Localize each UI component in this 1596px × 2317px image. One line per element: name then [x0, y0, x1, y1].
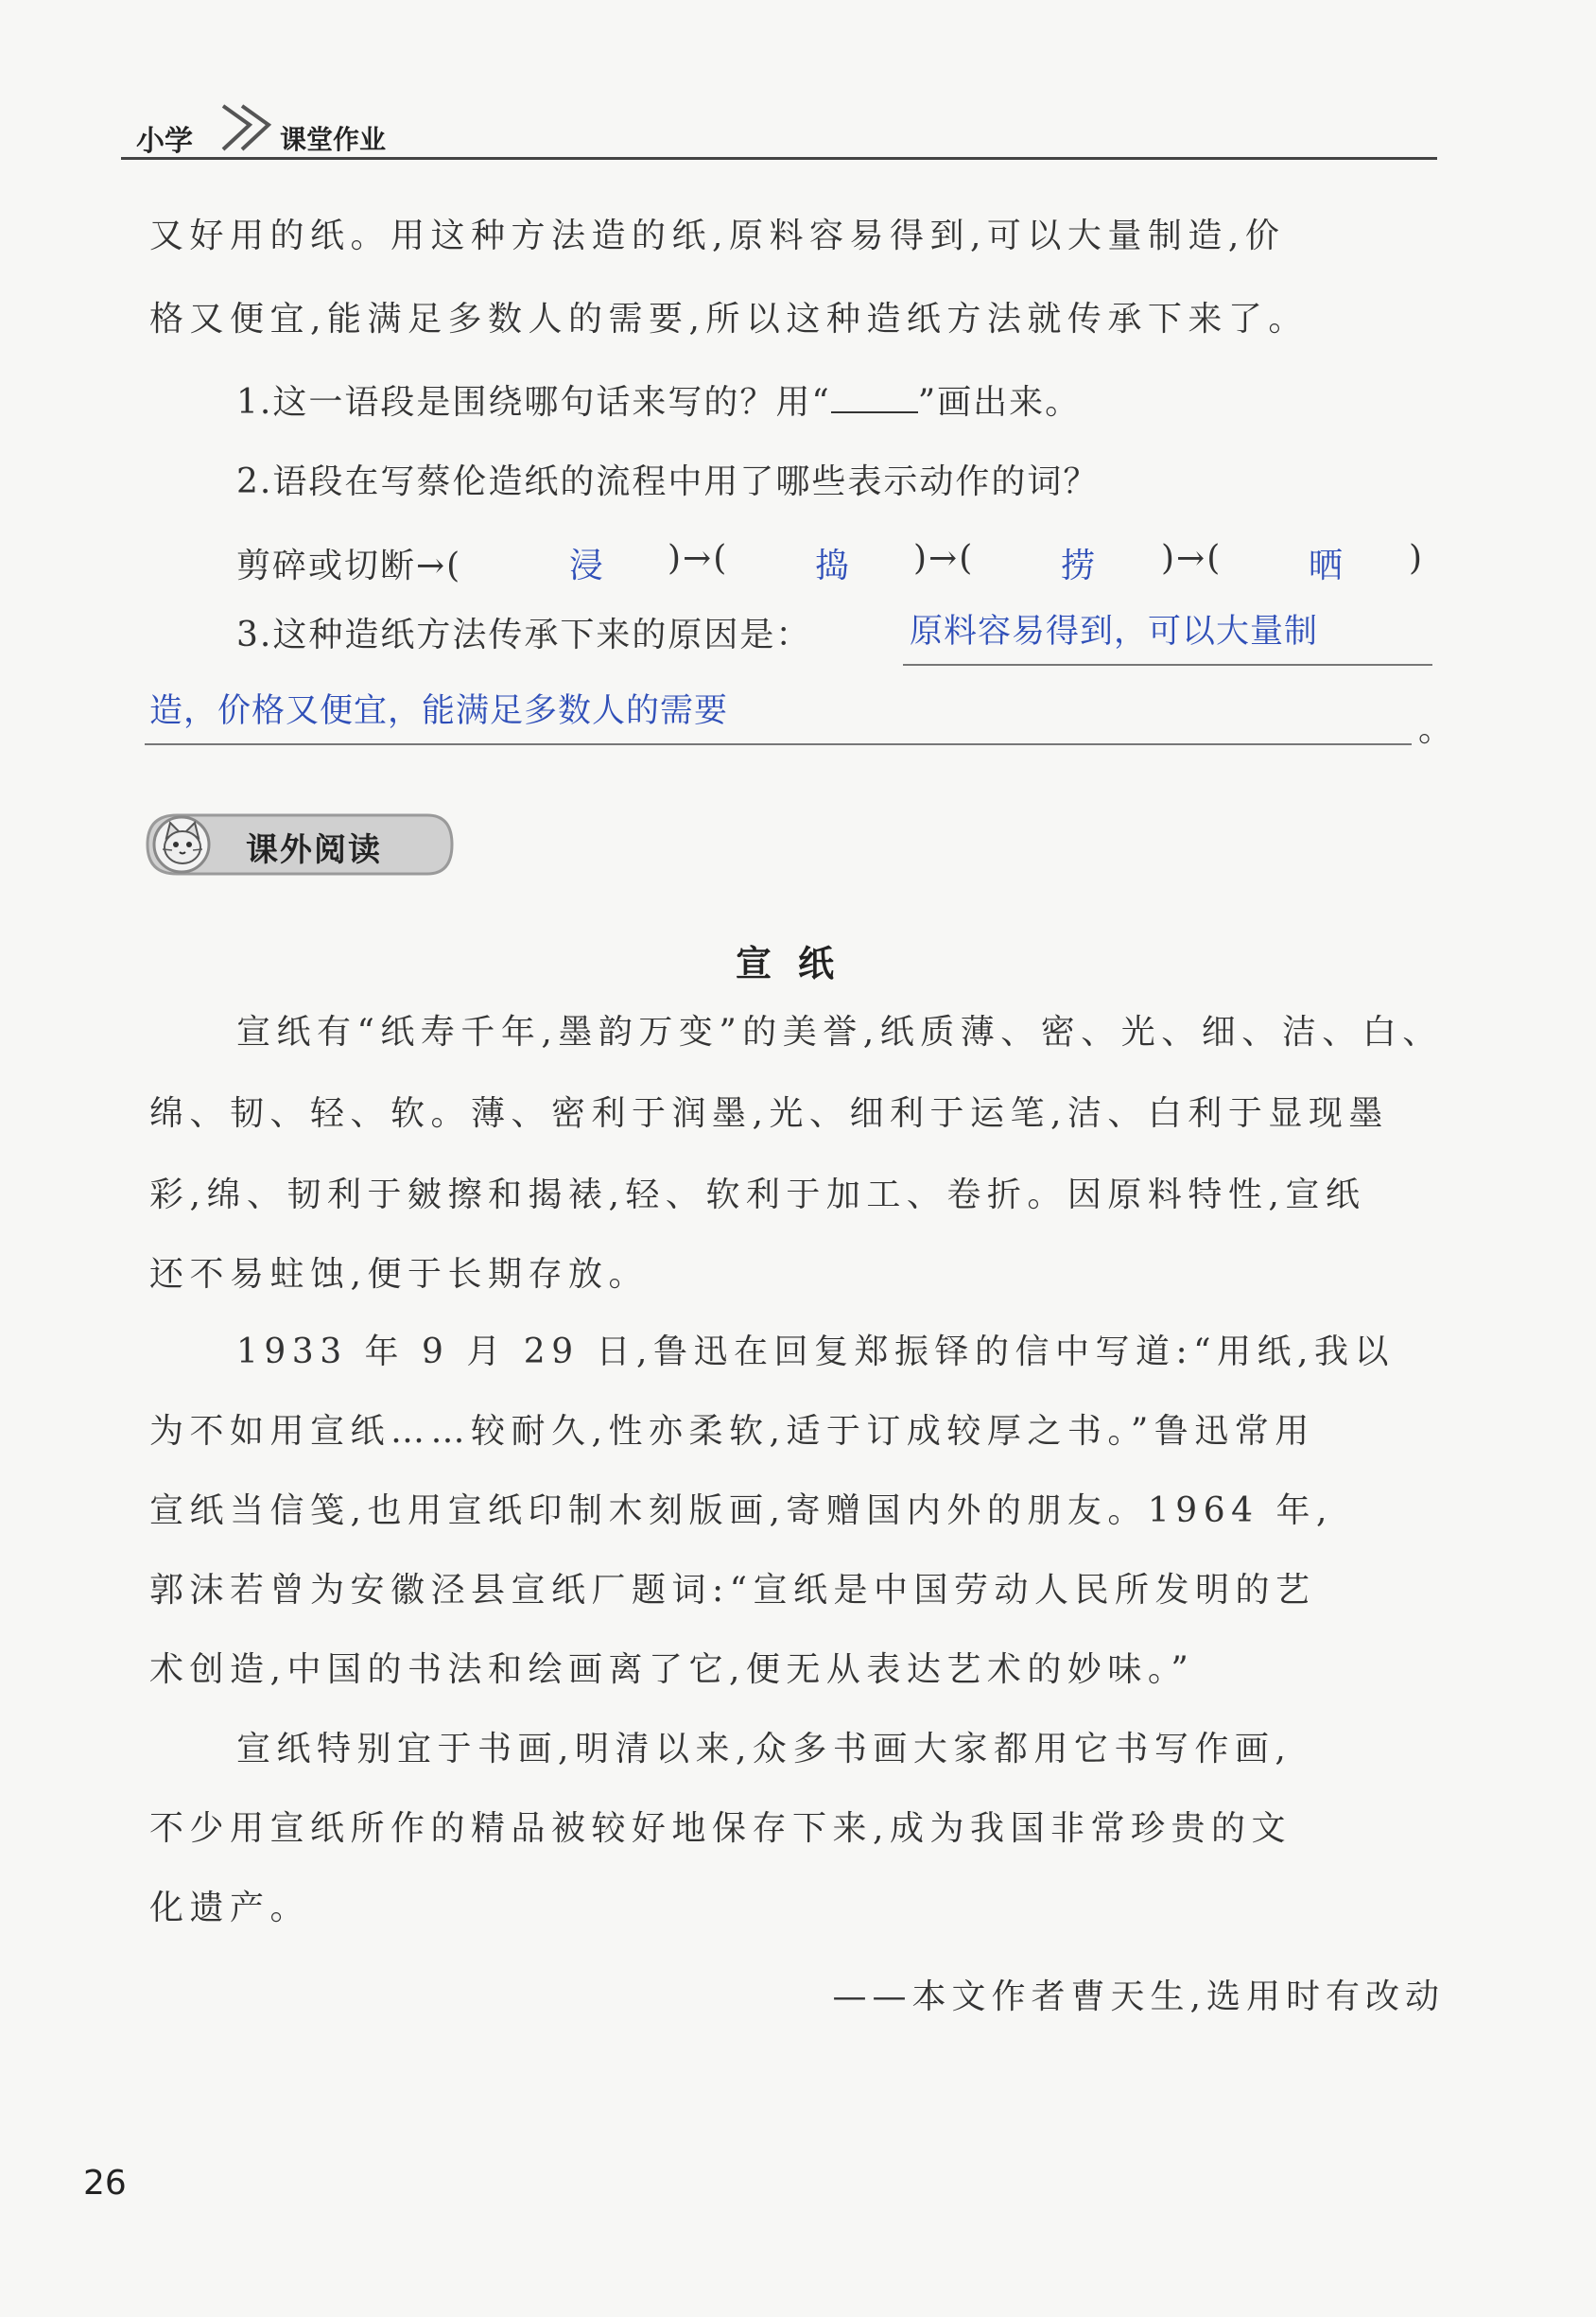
- double-chevron-icon: [214, 102, 280, 159]
- q1-blank-line: [831, 383, 918, 413]
- article-line-11: 不少用宣纸所作的精品被较好地保存下来,成为我国非常珍贵的文: [149, 1809, 1292, 1848]
- flow-answer-3: 捞: [1061, 547, 1098, 585]
- flow-answer-1: 浸: [569, 547, 606, 585]
- q3-answer-rule-1: [903, 664, 1432, 666]
- article-line-12: 化遗产。: [149, 1889, 311, 1927]
- flow-sep-3: )→(: [1161, 539, 1223, 578]
- article-line-4: 还不易蛀蚀,便于长期存放。: [149, 1255, 649, 1294]
- section-label: 课外阅读: [246, 831, 382, 869]
- article-line-3: 彩,绵、韧利于皴擦和揭裱,轻、软利于加工、卷折。因原料特性,宣纸: [149, 1176, 1366, 1214]
- article-credit: ——本文作者曹天生,选用时有改动: [832, 1977, 1445, 2016]
- section-badge: [144, 811, 456, 881]
- q3-answer-rule-2: [145, 743, 1412, 745]
- q3-prompt: 3.这种造纸方法传承下来的原因是：: [236, 616, 812, 654]
- header-book-title: 课堂作业: [280, 124, 387, 155]
- flow-answer-2: 捣: [815, 547, 852, 585]
- question-1: [236, 383, 1534, 422]
- passage-line-2: 格又便宜,能满足多数人的需要,所以这种造纸方法就传承下来了。: [149, 300, 1309, 339]
- article-line-7: 宣纸当信笺,也用宣纸印制木刻版画,寄赠国内外的朋友。1964 年,: [149, 1491, 1333, 1530]
- q1-after: ”画出来。: [917, 383, 1082, 422]
- flow-start: 剪碎或切断→(: [236, 547, 462, 585]
- q1-before: 1.这一语段是围绕哪句话来写的？用“: [236, 383, 831, 422]
- article-line-9: 术创造,中国的书法和绘画离了它,便无从表达艺术的妙味。”: [149, 1650, 1195, 1689]
- q3-answer-line-2: 造，价格又便宜，能满足多数人的需要: [149, 692, 729, 730]
- flow-answer-4: 晒: [1309, 547, 1345, 585]
- article-line-8: 郭沫若曾为安徽泾县宣纸厂题词:“宣纸是中国劳动人民所发明的艺: [149, 1571, 1316, 1610]
- question-2: 2.语段在写蔡伦造纸的流程中用了哪些表示动作的词？: [236, 462, 1100, 501]
- article-line-5: 1933 年 9 月 29 日,鲁迅在回复郑振铎的信中写道:“用纸,我以: [236, 1333, 1395, 1371]
- page-header: [121, 112, 1437, 160]
- cat-face-icon: [157, 819, 208, 870]
- passage-line-1: 又好用的纸。用这种方法造的纸,原料容易得到,可以大量制造,价: [149, 217, 1286, 255]
- page-number: 26: [83, 2164, 127, 2203]
- flow-end: ): [1409, 539, 1425, 578]
- header-level: 小学: [136, 125, 193, 158]
- q3-end-period: 。: [1418, 710, 1459, 749]
- article-line-1: 宣纸有“纸寿千年,墨韵万变”的美誉,纸质薄、密、光、细、洁、白、: [236, 1013, 1443, 1052]
- article-line-6: 为不如用宣纸……较耐久,性亦柔软,适于订成较厚之书。”鲁迅常用: [149, 1412, 1315, 1451]
- flow-sep-2: )→(: [913, 539, 975, 578]
- article-line-2: 绵、韧、轻、软。薄、密利于润墨,光、细利于运笔,洁、白利于显现墨: [149, 1094, 1389, 1133]
- article-title: 宣纸: [735, 943, 860, 984]
- q3-answer-line-1: 原料容易得到，可以大量制: [910, 613, 1319, 651]
- article-line-10: 宣纸特别宜于书画,明清以来,众多书画大家都用它书写作画,: [236, 1730, 1292, 1768]
- flow-sep-1: )→(: [668, 539, 729, 578]
